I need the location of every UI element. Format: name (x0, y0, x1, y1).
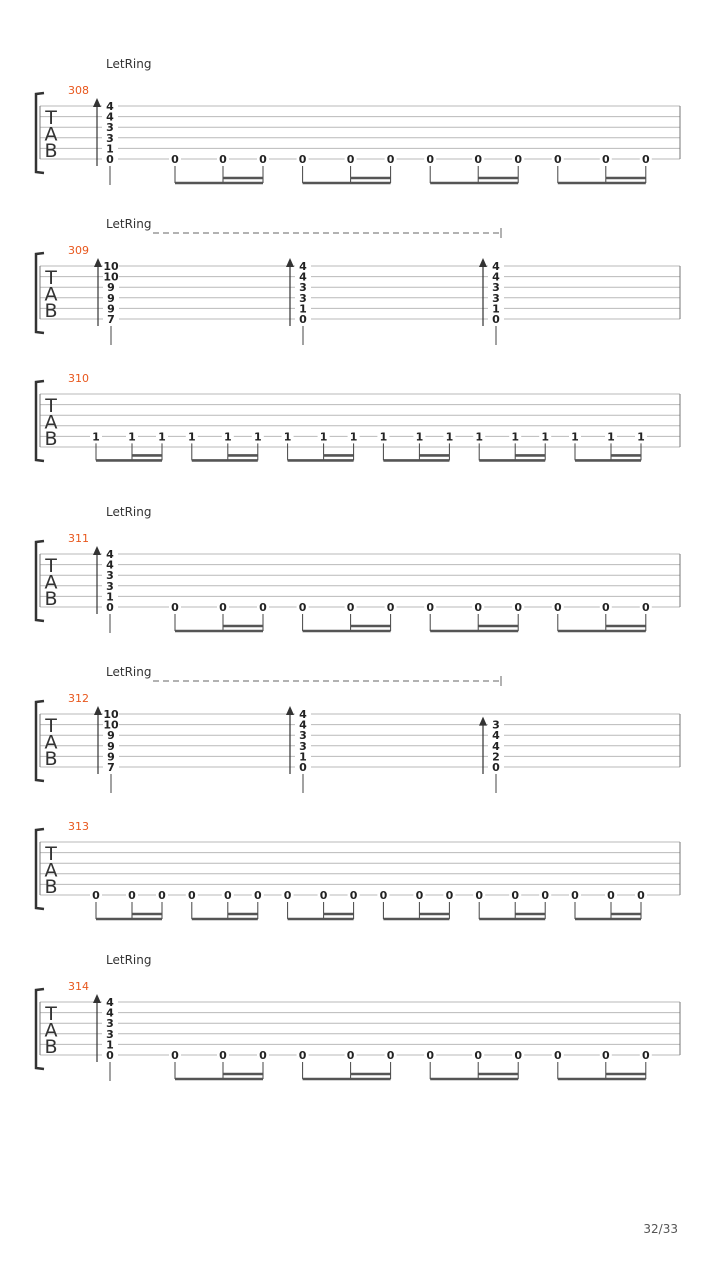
triplet-group (377, 889, 455, 919)
fret-number: 3 (492, 281, 500, 295)
fret-number: 1 (92, 430, 100, 444)
triplet-group (297, 1049, 397, 1079)
fret-number: 1 (106, 1038, 114, 1052)
tab-clef-letter: T (45, 555, 57, 577)
fret-number: 0 (349, 889, 358, 902)
tab-clef-letter: B (44, 1036, 58, 1058)
fret-number: 0 (641, 601, 650, 614)
triplet-group (169, 1049, 269, 1079)
fret-number: 0 (571, 889, 579, 902)
triplet-group (569, 889, 647, 919)
fret-number: 0 (474, 1049, 483, 1062)
fret-number: 1 (299, 750, 307, 764)
fret-number: 0 (415, 889, 424, 902)
fret-number: 1 (106, 142, 114, 156)
let-ring-label: LetRing (106, 665, 152, 679)
tab-clef-letter: A (44, 731, 58, 754)
fret-number: 0 (106, 153, 114, 166)
triplet-group (377, 430, 455, 460)
fret-number: 3 (106, 1017, 114, 1031)
fret-number: 1 (223, 430, 232, 444)
fret-number: 0 (426, 1049, 435, 1062)
fret-number: 0 (386, 601, 395, 614)
fret-number: 0 (553, 153, 562, 166)
fret-number: 0 (253, 889, 262, 902)
triplet-group (282, 430, 360, 460)
fret-number: 0 (607, 889, 615, 902)
fret-number: 0 (601, 153, 610, 166)
fret-number: 1 (379, 430, 388, 444)
strum-arrow-head (93, 546, 101, 555)
triplet-group (297, 153, 397, 183)
tab-system (36, 505, 680, 633)
fret-number: 0 (319, 889, 328, 902)
fret-number: 0 (601, 601, 610, 614)
tab-clef-letter: B (44, 588, 58, 610)
fret-number: 0 (601, 1049, 610, 1062)
triplet-group (186, 430, 264, 460)
fret-number: 3 (106, 131, 114, 145)
fret-number: 0 (346, 601, 355, 614)
measure-number: 313 (68, 820, 89, 833)
fret-number: 0 (171, 1049, 179, 1062)
fret-number: 7 (107, 761, 115, 774)
fret-number: 0 (158, 889, 166, 902)
chord (93, 98, 118, 185)
fret-number: 1 (637, 430, 645, 444)
fret-number: 0 (492, 313, 500, 326)
strum-arrow-head (93, 98, 101, 107)
fret-number: 4 (492, 260, 500, 273)
fret-number: 1 (187, 430, 196, 444)
fret-number: 3 (299, 291, 307, 305)
fret-number: 4 (299, 270, 307, 284)
strum-arrow-head (94, 706, 102, 715)
fret-number: 0 (553, 1049, 562, 1062)
fret-number: 4 (106, 100, 114, 113)
triplet-group (424, 1049, 524, 1079)
fret-number: 10 (103, 270, 119, 284)
triplet-group (424, 601, 524, 631)
triplet-group (569, 430, 647, 460)
fret-number: 0 (219, 1049, 227, 1062)
tab-system (36, 217, 680, 345)
fret-number: 0 (259, 1049, 267, 1062)
tab-system (36, 820, 680, 919)
triplet-group (473, 430, 551, 460)
fret-number: 1 (415, 430, 424, 444)
tab-clef-letter: T (45, 267, 57, 289)
triplet-group (473, 889, 551, 919)
tab-clef-letter: B (44, 428, 58, 450)
tab-clef-letter: T (45, 843, 57, 865)
triplet-group (552, 601, 652, 631)
measure-number: 310 (68, 372, 89, 385)
fret-number: 0 (514, 601, 523, 614)
tab-clef-letter: B (44, 748, 58, 770)
tab-system (36, 953, 680, 1081)
tab-clef-letter: A (44, 571, 58, 594)
chord (286, 258, 311, 345)
fret-number: 1 (283, 430, 292, 444)
fret-number: 0 (259, 153, 267, 166)
fret-number: 4 (106, 1006, 114, 1020)
chord (286, 706, 311, 793)
strum-arrow-head (93, 994, 101, 1003)
tab-clef-letter: A (44, 859, 58, 882)
tab-clef-letter: A (44, 283, 58, 306)
measure-number: 314 (68, 980, 89, 993)
fret-number: 4 (492, 739, 500, 753)
fret-number: 0 (219, 601, 227, 614)
fret-number: 0 (187, 889, 196, 902)
triplet-group (552, 1049, 652, 1079)
fret-number: 0 (298, 153, 307, 166)
fret-number: 3 (299, 281, 307, 295)
let-ring-label: LetRing (106, 505, 152, 519)
fret-number: 0 (171, 601, 179, 614)
fret-number: 9 (107, 291, 115, 305)
fret-number: 0 (298, 1049, 307, 1062)
fret-number: 0 (474, 601, 483, 614)
fret-number: 4 (106, 110, 114, 124)
triplet-group (282, 889, 360, 919)
tab-clef-letter: T (45, 1003, 57, 1025)
fret-number: 3 (106, 1027, 114, 1041)
fret-number: 0 (128, 889, 136, 902)
fret-number: 1 (158, 430, 166, 444)
fret-number: 0 (346, 153, 355, 166)
fret-number: 1 (349, 430, 358, 444)
tab-clef-letter: T (45, 715, 57, 737)
fret-number: 7 (107, 313, 115, 326)
tab-clef-letter: T (45, 395, 57, 417)
fret-number: 1 (445, 430, 454, 444)
tab-system (36, 372, 680, 461)
fret-number: 0 (426, 153, 435, 166)
fret-number: 0 (106, 1049, 114, 1062)
fret-number: 0 (445, 889, 454, 902)
tab-clef-letter: B (44, 876, 58, 898)
fret-number: 1 (299, 302, 307, 316)
triplet-group (297, 601, 397, 631)
chord (93, 546, 118, 633)
fret-number: 10 (103, 260, 119, 273)
fret-number: 0 (346, 1049, 355, 1062)
chord (94, 258, 119, 345)
triplet-group (552, 153, 652, 183)
triplet-group (424, 153, 524, 183)
measure-number: 308 (68, 84, 89, 97)
fret-number: 1 (128, 430, 136, 444)
fret-number: 1 (541, 430, 550, 444)
fret-number: 0 (223, 889, 232, 902)
fret-number: 0 (426, 601, 435, 614)
strum-arrow-head (286, 258, 294, 267)
fret-number: 0 (641, 1049, 650, 1062)
fret-number: 1 (571, 430, 579, 444)
page-number: 32/33 (643, 1222, 678, 1236)
triplet-group (90, 430, 168, 460)
fret-number: 10 (103, 708, 119, 721)
triplet-group (169, 153, 269, 183)
triplet-group (186, 889, 264, 919)
strum-arrow-head (479, 717, 487, 726)
fret-number: 0 (298, 601, 307, 614)
tab-clef-letter: B (44, 140, 58, 162)
let-ring-label: LetRing (106, 953, 152, 967)
chord (479, 717, 504, 793)
let-ring-label: LetRing (106, 217, 152, 231)
tab-system (36, 57, 680, 185)
fret-number: 1 (253, 430, 262, 444)
tab-clef-letter: A (44, 123, 58, 146)
fret-number: 9 (107, 729, 115, 743)
fret-number: 0 (106, 601, 114, 614)
fret-number: 1 (319, 430, 328, 444)
fret-number: 0 (259, 601, 267, 614)
fret-number: 4 (492, 729, 500, 743)
measure-number: 309 (68, 244, 89, 257)
fret-number: 0 (386, 1049, 395, 1062)
fret-number: 0 (641, 153, 650, 166)
fret-number: 4 (299, 718, 307, 732)
fret-number: 4 (106, 558, 114, 572)
let-ring-label: LetRing (106, 57, 152, 71)
fret-number: 1 (511, 430, 520, 444)
fret-number: 0 (219, 153, 227, 166)
chord (94, 706, 119, 793)
fret-number: 9 (107, 281, 115, 295)
tab-clef-letter: A (44, 1019, 58, 1042)
chord (93, 994, 118, 1081)
fret-number: 0 (171, 153, 179, 166)
fret-number: 3 (492, 718, 500, 732)
fret-number: 3 (106, 569, 114, 583)
triplet-group (169, 601, 269, 631)
fret-number: 0 (514, 153, 523, 166)
fret-number: 0 (299, 313, 307, 326)
tab-system (36, 665, 680, 793)
fret-number: 0 (492, 761, 500, 774)
fret-number: 0 (299, 761, 307, 774)
measure-number: 311 (68, 532, 89, 545)
tab-clef-letter: A (44, 411, 58, 434)
strum-arrow-head (479, 258, 487, 267)
fret-number: 0 (511, 889, 520, 902)
fret-number: 4 (299, 708, 307, 721)
fret-number: 4 (492, 270, 500, 284)
fret-number: 0 (283, 889, 292, 902)
fret-number: 1 (106, 590, 114, 604)
fret-number: 3 (492, 291, 500, 305)
fret-number: 0 (474, 153, 483, 166)
tab-clef-letter: B (44, 300, 58, 322)
fret-number: 4 (299, 260, 307, 273)
fret-number: 4 (106, 548, 114, 561)
fret-number: 0 (541, 889, 550, 902)
fret-number: 0 (475, 889, 484, 902)
fret-number: 1 (607, 430, 615, 444)
fret-number: 1 (475, 430, 484, 444)
strum-arrow-head (94, 258, 102, 267)
fret-number: 0 (386, 153, 395, 166)
fret-number: 4 (106, 996, 114, 1009)
fret-number: 9 (107, 739, 115, 753)
measure-number: 312 (68, 692, 89, 705)
fret-number: 10 (103, 718, 119, 732)
fret-number: 0 (379, 889, 388, 902)
fret-number: 3 (106, 579, 114, 593)
chord (479, 258, 504, 345)
fret-number: 9 (107, 302, 115, 316)
tab-clef-letter: T (45, 107, 57, 129)
fret-number: 0 (637, 889, 645, 902)
fret-number: 0 (514, 1049, 523, 1062)
fret-number: 3 (299, 739, 307, 753)
strum-arrow-head (286, 706, 294, 715)
fret-number: 0 (553, 601, 562, 614)
fret-number: 9 (107, 750, 115, 764)
fret-number: 3 (299, 729, 307, 743)
fret-number: 0 (92, 889, 100, 902)
fret-number: 1 (492, 302, 500, 316)
fret-number: 3 (106, 121, 114, 135)
fret-number: 2 (492, 750, 500, 764)
triplet-group (90, 889, 168, 919)
